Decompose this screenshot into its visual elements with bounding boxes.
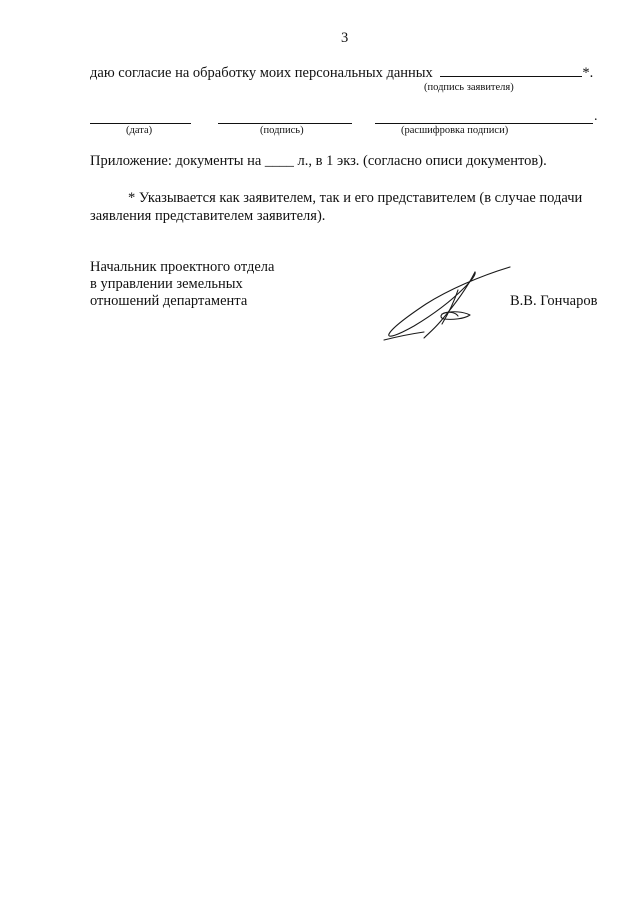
consent-asterisk: *. bbox=[582, 65, 594, 81]
consent-statement bbox=[90, 64, 593, 82]
decoding-caption: (расшифровка подписи) bbox=[401, 125, 509, 136]
date-line bbox=[90, 123, 191, 124]
consent-caption: (подпись заявителя) bbox=[424, 82, 514, 93]
attachment-suffix: л., в 1 экз. (согласно описи документов). bbox=[297, 153, 547, 169]
decoding-line bbox=[375, 123, 593, 124]
decoding-end-mark: . bbox=[594, 109, 598, 124]
page-number: 3 bbox=[341, 30, 349, 46]
signatory-position-line-2: в управлении земельных bbox=[90, 276, 243, 292]
footnote-line-2: заявления представителем заявителя). bbox=[90, 208, 326, 224]
consent-text: даю согласие на обработку моих персональных данных bbox=[90, 65, 433, 81]
date-caption: (дата) bbox=[126, 125, 153, 136]
signatory-name: В.В. Гончаров bbox=[510, 293, 598, 309]
footnote-line-1: * Указывается как заявителем, так и его представителем (в случае подачи bbox=[128, 190, 583, 206]
signature-line bbox=[218, 123, 352, 124]
handwritten-signature bbox=[380, 262, 520, 344]
signature-caption: (подпись) bbox=[260, 125, 304, 136]
attachment-blank: ____ bbox=[264, 153, 294, 169]
attachment-prefix: Приложение: документы на bbox=[90, 153, 262, 169]
attachment-line bbox=[90, 153, 547, 170]
signatory-position-line-1: Начальник проектного отдела bbox=[90, 259, 275, 275]
signatory-position-line-3: отношений департамента bbox=[90, 293, 248, 309]
consent-signature-line bbox=[440, 64, 582, 77]
